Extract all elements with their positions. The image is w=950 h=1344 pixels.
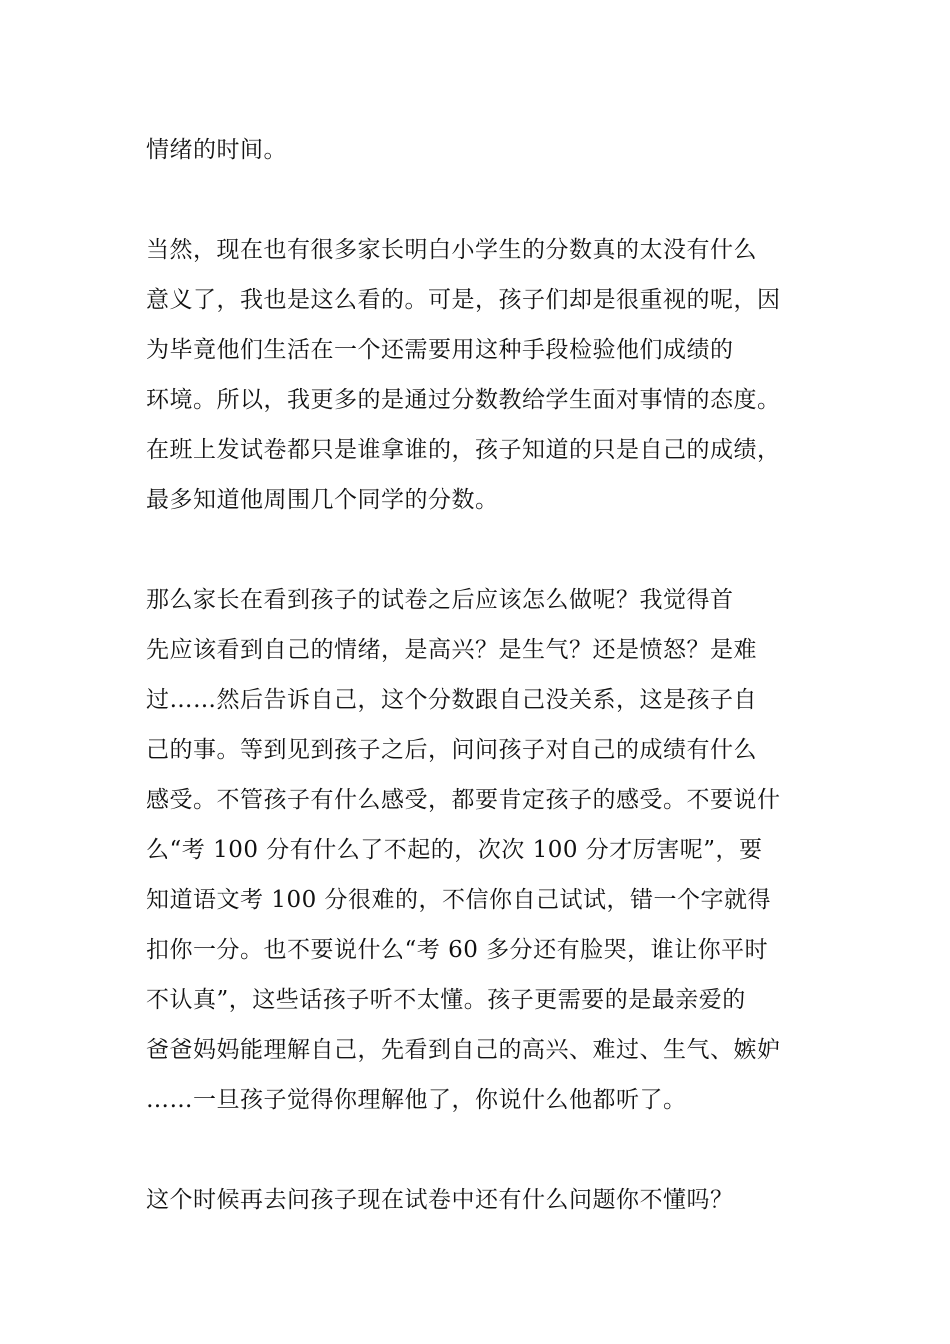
text-line: 么“考 100 分有什么了不起的，次次 100 分才厉害呢”，要 bbox=[146, 837, 763, 863]
text-line: 过……然后告诉自己，这个分数跟自己没关系，这是孩子自 bbox=[146, 687, 757, 713]
text-line: 在班上发试卷都只是谁拿谁的，孩子知道的只是自己的成绩， bbox=[146, 437, 781, 463]
text-line: 意义了，我也是这么看的。可是，孩子们却是很重视的呢，因 bbox=[146, 287, 781, 313]
text-line: 这个时候再去问孩子现在试卷中还有什么问题你不懂吗？ bbox=[146, 1187, 734, 1213]
text-line: 先应该看到自己的情绪，是高兴？是生气？还是愤怒？是难 bbox=[146, 637, 757, 663]
text-line: 最多知道他周围几个同学的分数。 bbox=[146, 487, 499, 513]
text-line: 扣你一分。也不要说什么“考 60 多分还有脸哭，谁让你平时 bbox=[146, 937, 769, 963]
text-line: ……一旦孩子觉得你理解他了，你说什么他都听了。 bbox=[146, 1087, 687, 1113]
text-line: 情绪的时间。 bbox=[146, 137, 287, 163]
text-line: 为毕竟他们生活在一个还需要用这种手段检验他们成绩的 bbox=[146, 337, 734, 363]
text-line: 当然，现在也有很多家长明白小学生的分数真的太没有什么 bbox=[146, 237, 757, 263]
text-line: 环境。所以，我更多的是通过分数教给学生面对事情的态度。 bbox=[146, 387, 781, 413]
text-line: 己的事。等到见到孩子之后，问问孩子对自己的成绩有什么 bbox=[146, 737, 757, 763]
text-line: 那么家长在看到孩子的试卷之后应该怎么做呢？我觉得首 bbox=[146, 587, 734, 613]
text-line: 感受。不管孩子有什么感受，都要肯定孩子的感受。不要说什 bbox=[146, 787, 781, 813]
text-line: 爸爸妈妈能理解自己，先看到自己的高兴、难过、生气、嫉妒 bbox=[146, 1037, 781, 1063]
text-line: 知道语文考 100 分很难的，不信你自己试试，错一个字就得 bbox=[146, 887, 772, 913]
text-line: 不认真”，这些话孩子听不太懂。孩子更需要的是最亲爱的 bbox=[146, 987, 746, 1013]
